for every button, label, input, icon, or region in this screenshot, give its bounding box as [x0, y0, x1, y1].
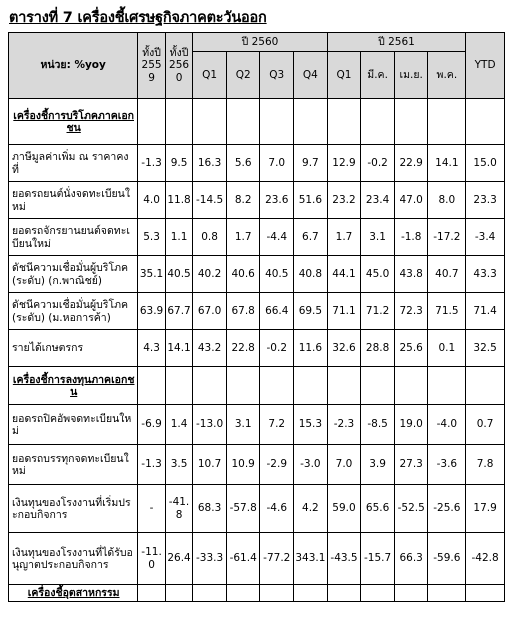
value-cell: 22.9	[394, 145, 428, 182]
value-cell: 32.6	[327, 330, 361, 367]
value-cell: 1.7	[327, 219, 361, 256]
value-cell: 66.4	[260, 293, 294, 330]
value-cell: 9.5	[165, 145, 192, 182]
value-cell: 7.8	[466, 445, 505, 485]
value-cell: -52.5	[394, 485, 428, 533]
value-cell: -3.4	[466, 219, 505, 256]
section-empty-cell	[193, 99, 227, 145]
value-cell: -3.0	[294, 445, 328, 485]
value-cell: -4.4	[260, 219, 294, 256]
value-cell: 343.1	[294, 533, 328, 585]
section-empty-cell	[193, 585, 227, 602]
value-cell: 6.7	[294, 219, 328, 256]
table-row	[9, 445, 505, 485]
value-cell: -8.5	[361, 405, 395, 445]
value-cell: 69.5	[294, 293, 328, 330]
section-empty-cell	[428, 585, 466, 602]
value-cell: 26.4	[165, 533, 192, 585]
value-cell: 23.4	[361, 182, 395, 219]
value-cell: 67.8	[226, 293, 260, 330]
value-cell: 43.8	[394, 256, 428, 293]
value-cell: 7.0	[260, 145, 294, 182]
q2-2560-header: Q2	[226, 52, 260, 99]
section-empty-cell	[466, 367, 505, 405]
value-cell: -13.0	[193, 405, 227, 445]
value-cell: 10.7	[193, 445, 227, 485]
value-cell: 63.9	[138, 293, 165, 330]
value-cell: 68.3	[193, 485, 227, 533]
value-cell: 43.3	[466, 256, 505, 293]
value-cell: -17.2	[428, 219, 466, 256]
section-empty-cell	[260, 585, 294, 602]
section-empty-cell	[165, 367, 192, 405]
value-cell: 23.2	[327, 182, 361, 219]
value-cell: 32.5	[466, 330, 505, 367]
value-cell: 40.7	[428, 256, 466, 293]
value-cell: 71.2	[361, 293, 395, 330]
value-cell: -61.4	[226, 533, 260, 585]
section-empty-cell	[165, 99, 192, 145]
value-cell: 45.0	[361, 256, 395, 293]
section-empty-cell	[226, 99, 260, 145]
value-cell: 5.6	[226, 145, 260, 182]
section-title: เครื่องชี้การลงทุนภาคเอกชน	[9, 367, 138, 405]
value-cell: 25.6	[394, 330, 428, 367]
value-cell: -14.5	[193, 182, 227, 219]
section-empty-cell	[294, 585, 328, 602]
q1-2561-header: Q1	[327, 52, 361, 99]
value-cell: 3.5	[165, 445, 192, 485]
section-empty-cell	[394, 99, 428, 145]
section-row	[9, 99, 505, 145]
value-cell: 40.5	[165, 256, 192, 293]
section-empty-cell	[361, 99, 395, 145]
value-cell: 4.0	[138, 182, 165, 219]
row-label: ยอดรถจักรยานยนต์จดทะเบียนใหม่	[9, 219, 138, 256]
value-cell: -33.3	[193, 533, 227, 585]
value-cell: 59.0	[327, 485, 361, 533]
value-cell: 44.1	[327, 256, 361, 293]
section-empty-cell	[428, 99, 466, 145]
value-cell: 0.1	[428, 330, 466, 367]
table-row	[9, 145, 505, 182]
value-cell: -15.7	[361, 533, 395, 585]
col-all-2560-header: ทั้งปี 2560	[165, 33, 192, 99]
section-empty-cell	[394, 367, 428, 405]
section-empty-cell	[327, 585, 361, 602]
col-all-2559-header: ทั้งปี 2559	[138, 33, 165, 99]
value-cell: 1.4	[165, 405, 192, 445]
value-cell: -0.2	[361, 145, 395, 182]
table-row	[9, 219, 505, 256]
value-cell: 0.8	[193, 219, 227, 256]
value-cell: -1.8	[394, 219, 428, 256]
mar-header: มี.ค.	[361, 52, 395, 99]
value-cell: 40.8	[294, 256, 328, 293]
table-row	[9, 182, 505, 219]
value-cell: -25.6	[428, 485, 466, 533]
value-cell: 1.7	[226, 219, 260, 256]
year-2560-header: ปี 2560	[193, 33, 327, 52]
section-empty-cell	[226, 585, 260, 602]
value-cell: 14.1	[165, 330, 192, 367]
value-cell: -0.2	[260, 330, 294, 367]
row-label: รายได้เกษตรกร	[9, 330, 138, 367]
value-cell: 17.9	[466, 485, 505, 533]
value-cell: 7.0	[327, 445, 361, 485]
row-label: ดัชนีความเชื่อมั่นผู้บริโภค (ระดับ) (ก.พาณิชย์)	[9, 256, 138, 293]
q4-2560-header: Q4	[294, 52, 328, 99]
table-row	[9, 485, 505, 533]
value-cell: 10.9	[226, 445, 260, 485]
value-cell: 67.7	[165, 293, 192, 330]
section-empty-cell	[138, 367, 165, 405]
value-cell: 16.3	[193, 145, 227, 182]
value-cell: 11.6	[294, 330, 328, 367]
table-row	[9, 256, 505, 293]
value-cell: 40.2	[193, 256, 227, 293]
section-empty-cell	[193, 367, 227, 405]
value-cell: 71.1	[327, 293, 361, 330]
table-title: ตารางที่ 7 เครื่องชี้เศรษฐกิจภาคตะวันออก	[9, 10, 267, 26]
value-cell: 65.6	[361, 485, 395, 533]
section-empty-cell	[138, 99, 165, 145]
value-cell: -1.3	[138, 445, 165, 485]
table-row	[9, 293, 505, 330]
q3-2560-header: Q3	[260, 52, 294, 99]
row-label: ยอดรถปิคอัพจดทะเบียนใหม่	[9, 405, 138, 445]
section-empty-cell	[260, 99, 294, 145]
value-cell: -11.0	[138, 533, 165, 585]
value-cell: 12.9	[327, 145, 361, 182]
year-2561-header: ปี 2561	[327, 33, 466, 52]
row-label: ภาษีมูลค่าเพิ่ม ณ ราคาคงที่	[9, 145, 138, 182]
section-empty-cell	[466, 585, 505, 602]
value-cell: 19.0	[394, 405, 428, 445]
table-row	[9, 533, 505, 585]
value-cell: 11.8	[165, 182, 192, 219]
value-cell: 4.3	[138, 330, 165, 367]
row-label: เงินทุนของโรงงานที่ได้รับอนุญาตประกอบกิจการ	[9, 533, 138, 585]
value-cell: 3.1	[361, 219, 395, 256]
ytd-header: YTD	[466, 33, 505, 99]
table-body	[9, 99, 505, 602]
value-cell: 8.0	[428, 182, 466, 219]
value-cell: 67.0	[193, 293, 227, 330]
section-empty-cell	[394, 585, 428, 602]
section-row	[9, 585, 505, 602]
value-cell: 71.5	[428, 293, 466, 330]
value-cell: 23.6	[260, 182, 294, 219]
value-cell: -4.0	[428, 405, 466, 445]
value-cell: 23.3	[466, 182, 505, 219]
value-cell: -	[138, 485, 165, 533]
value-cell: 72.3	[394, 293, 428, 330]
section-empty-cell	[138, 585, 165, 602]
value-cell: 47.0	[394, 182, 428, 219]
value-cell: -1.3	[138, 145, 165, 182]
value-cell: 5.3	[138, 219, 165, 256]
value-cell: -2.9	[260, 445, 294, 485]
row-label: ยอดรถยนต์นั่งจดทะเบียนใหม่	[9, 182, 138, 219]
table-row	[9, 405, 505, 445]
may-header: พ.ค.	[428, 52, 466, 99]
value-cell: 51.6	[294, 182, 328, 219]
value-cell: 22.8	[226, 330, 260, 367]
value-cell: 1.1	[165, 219, 192, 256]
value-cell: -42.8	[466, 533, 505, 585]
section-empty-cell	[428, 367, 466, 405]
section-empty-cell	[165, 585, 192, 602]
value-cell: -3.6	[428, 445, 466, 485]
value-cell: 35.1	[138, 256, 165, 293]
q1-2560-header: Q1	[193, 52, 227, 99]
section-empty-cell	[361, 585, 395, 602]
value-cell: 15.3	[294, 405, 328, 445]
section-empty-cell	[294, 367, 328, 405]
section-empty-cell	[466, 99, 505, 145]
section-empty-cell	[260, 367, 294, 405]
unit-header: หน่วย: %yoy	[9, 33, 138, 99]
value-cell: 0.7	[466, 405, 505, 445]
value-cell: 14.1	[428, 145, 466, 182]
value-cell: 4.2	[294, 485, 328, 533]
value-cell: 71.4	[466, 293, 505, 330]
value-cell: 9.7	[294, 145, 328, 182]
row-label: เงินทุนของโรงงานที่เริ่มประกอบกิจการ	[9, 485, 138, 533]
value-cell: -43.5	[327, 533, 361, 585]
value-cell: 66.3	[394, 533, 428, 585]
value-cell: 8.2	[226, 182, 260, 219]
row-label: ดัชนีความเชื่อมั่นผู้บริโภค (ระดับ) (ม.หอการค้า)	[9, 293, 138, 330]
section-title: เครื่องชี้อุตสาหกรรม	[9, 585, 138, 602]
value-cell: -77.2	[260, 533, 294, 585]
section-empty-cell	[361, 367, 395, 405]
value-cell: 43.2	[193, 330, 227, 367]
value-cell: -6.9	[138, 405, 165, 445]
section-title: เครื่องชี้การบริโภคภาคเอกชน	[9, 99, 138, 145]
section-empty-cell	[226, 367, 260, 405]
value-cell: 15.0	[466, 145, 505, 182]
value-cell: 27.3	[394, 445, 428, 485]
value-cell: 3.9	[361, 445, 395, 485]
value-cell: 40.6	[226, 256, 260, 293]
value-cell: -57.8	[226, 485, 260, 533]
value-cell: -4.6	[260, 485, 294, 533]
section-row	[9, 367, 505, 405]
apr-header: เม.ย.	[394, 52, 428, 99]
section-empty-cell	[294, 99, 328, 145]
value-cell: 3.1	[226, 405, 260, 445]
value-cell: -2.3	[327, 405, 361, 445]
row-label: ยอดรถบรรทุกจดทะเบียนใหม่	[9, 445, 138, 485]
section-empty-cell	[327, 367, 361, 405]
section-empty-cell	[327, 99, 361, 145]
economic-indicators-table	[8, 32, 505, 602]
value-cell: -41.8	[165, 485, 192, 533]
value-cell: 40.5	[260, 256, 294, 293]
value-cell: -59.6	[428, 533, 466, 585]
table-row	[9, 330, 505, 367]
value-cell: 28.8	[361, 330, 395, 367]
value-cell: 7.2	[260, 405, 294, 445]
